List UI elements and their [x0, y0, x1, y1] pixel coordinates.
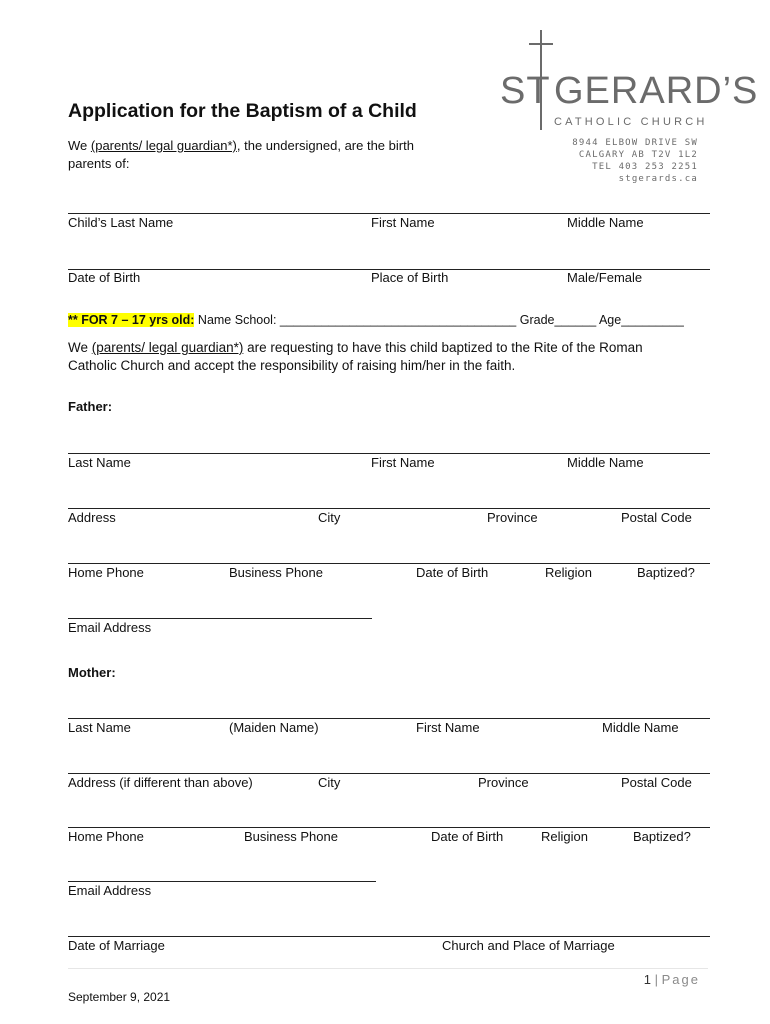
- mother-home-phone-label: Home Phone: [68, 829, 144, 844]
- mother-business-phone-label: Business Phone: [244, 829, 338, 844]
- father-phone-line[interactable]: [68, 563, 710, 564]
- child-first-name-label: First Name: [371, 215, 435, 230]
- mother-middle-name-label: Middle Name: [602, 720, 679, 735]
- father-city-label: City: [318, 510, 341, 525]
- church-website: stgerards.ca: [618, 174, 698, 184]
- child-name-line[interactable]: [68, 213, 710, 214]
- intro-paragraph: [68, 137, 468, 173]
- request-paragraph: [68, 339, 708, 375]
- father-first-name-label: First Name: [371, 455, 435, 470]
- mother-heading: Mother:: [68, 665, 116, 680]
- logo-gerards: GERARD’S: [554, 70, 759, 112]
- page-number: [644, 972, 700, 987]
- request-we: We: [68, 340, 92, 355]
- request-rest: are requesting to have this child baptized to the Rite of the Roman: [243, 340, 643, 355]
- father-address-line[interactable]: [68, 508, 710, 509]
- child-last-name-label: Child’s Last Name: [68, 215, 174, 230]
- footer-rule: [68, 968, 708, 969]
- father-email-line[interactable]: [68, 618, 372, 619]
- mother-email-line[interactable]: [68, 881, 376, 882]
- father-dob-label: Date of Birth: [416, 565, 489, 580]
- father-middle-name-label: Middle Name: [567, 455, 644, 470]
- intro-rest: , the undersigned, are the birth: [236, 138, 414, 153]
- mother-name-line[interactable]: [68, 718, 710, 719]
- child-dob-label: Date of Birth: [68, 270, 141, 285]
- father-heading: Father:: [68, 399, 113, 414]
- mother-address-label: Address (if different than above): [68, 775, 253, 790]
- church-logo: [496, 28, 759, 132]
- father-baptized-label: Baptized?: [637, 565, 695, 580]
- father-address-label: Address: [68, 510, 116, 525]
- page-separator: |: [651, 972, 662, 987]
- church-address-line1: 8944 ELBOW DRIVE SW: [572, 138, 698, 148]
- father-religion-label: Religion: [545, 565, 592, 580]
- date-of-marriage-label: Date of Marriage: [68, 938, 165, 953]
- logo-st: ST: [500, 70, 551, 112]
- father-home-phone-label: Home Phone: [68, 565, 144, 580]
- mother-postal-code-label: Postal Code: [621, 775, 692, 790]
- church-address-line2: CALGARY AB T2V 1L2: [578, 150, 698, 160]
- school-line: [68, 313, 684, 327]
- father-name-line[interactable]: [68, 453, 710, 454]
- church-place-marriage-label: Church and Place of Marriage: [442, 938, 615, 953]
- child-middle-name-label: Middle Name: [567, 215, 644, 230]
- request-parents-guardian: (parents/ legal guardian*): [91, 340, 244, 355]
- document-date: September 9, 2021: [68, 990, 171, 1004]
- mother-baptized-label: Baptized?: [633, 829, 691, 844]
- child-gender-label: Male/Female: [567, 270, 643, 285]
- mother-first-name-label: First Name: [416, 720, 480, 735]
- page-word: Page: [661, 972, 700, 987]
- mother-phone-line[interactable]: [68, 827, 710, 828]
- father-business-phone-label: Business Phone: [229, 565, 323, 580]
- school-fields: Name School: __________________________________ Grade______ Age_________: [194, 313, 684, 327]
- father-province-label: Province: [487, 510, 538, 525]
- page-number-value: 1: [643, 972, 652, 987]
- marriage-line[interactable]: [68, 936, 710, 937]
- father-last-name-label: Last Name: [68, 455, 131, 470]
- intro-parents-guardian: (parents/ legal guardian*): [90, 138, 237, 153]
- father-email-label: Email Address: [68, 620, 152, 635]
- mother-religion-label: Religion: [541, 829, 588, 844]
- mother-email-label: Email Address: [68, 883, 152, 898]
- mother-maiden-name-label: (Maiden Name): [229, 720, 319, 735]
- church-phone: TEL 403 253 2251: [592, 162, 698, 172]
- cross-icon: [526, 28, 556, 132]
- request-line2: Catholic Church and accept the responsibility of raising him/her in the faith.: [68, 358, 516, 373]
- mother-province-label: Province: [478, 775, 529, 790]
- child-place-of-birth-label: Place of Birth: [371, 270, 449, 285]
- logo-subtitle: CATHOLIC CHURCH: [554, 116, 708, 128]
- intro-line2: parents of:: [68, 156, 130, 171]
- mother-address-line[interactable]: [68, 773, 710, 774]
- school-age-highlight: ** FOR 7 – 17 yrs old:: [68, 313, 195, 327]
- mother-city-label: City: [318, 775, 341, 790]
- page-title: Application for the Baptism of a Child: [68, 100, 417, 122]
- mother-last-name-label: Last Name: [68, 720, 131, 735]
- father-postal-code-label: Postal Code: [621, 510, 692, 525]
- mother-dob-label: Date of Birth: [431, 829, 504, 844]
- intro-we: We: [68, 138, 91, 153]
